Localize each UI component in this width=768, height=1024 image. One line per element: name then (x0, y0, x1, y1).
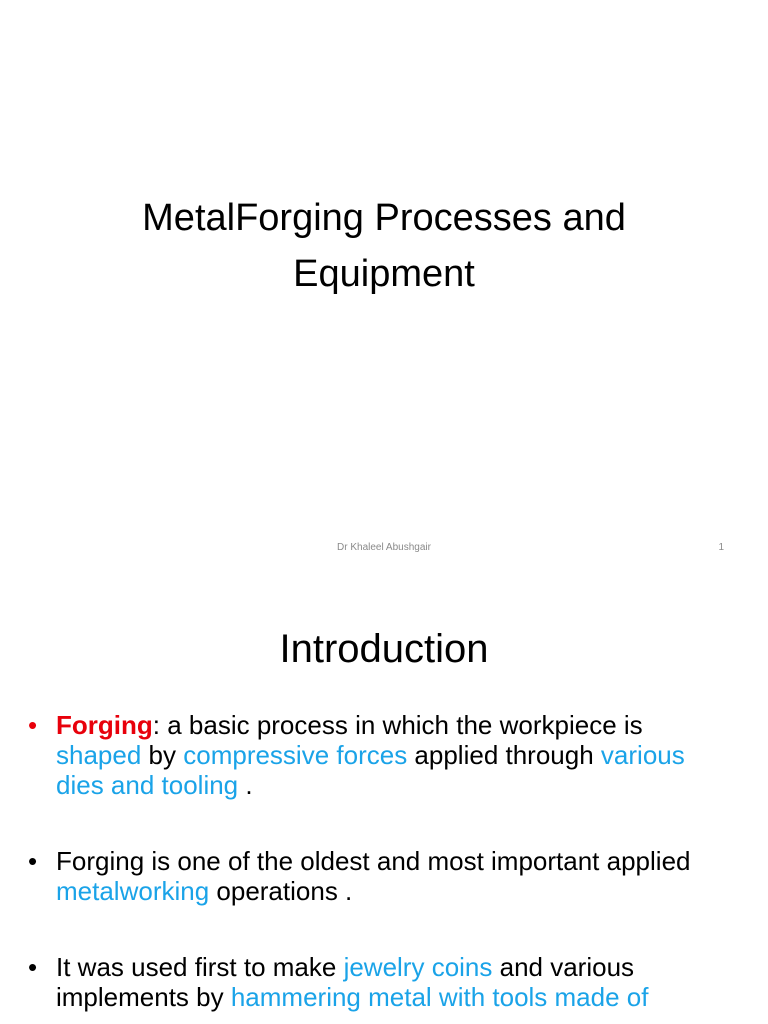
highlight-segment: compressive forces (183, 740, 408, 770)
footer-author: Dr Khaleel Abushgair (337, 542, 431, 553)
highlight-segment: hammering metal with tools made of (230, 982, 649, 1012)
bullet-item (28, 846, 728, 906)
bullet-dot-icon: • (28, 710, 38, 740)
bullet-text (56, 710, 685, 800)
text-segment: . (238, 770, 253, 800)
text-segment: applied through (407, 740, 601, 770)
highlight-segment: shaped (56, 740, 142, 770)
text-segment: It was used first to make (56, 952, 344, 982)
highlight-segment: jewelry coins (343, 952, 493, 982)
bullet-dot-icon: • (28, 846, 38, 876)
bullet-list (28, 710, 728, 1024)
bullet-text (56, 846, 691, 906)
slide-title-line-2: Equipment (293, 253, 475, 295)
term-forging: Forging (56, 710, 153, 740)
text-segment: operations . (209, 876, 353, 906)
slide-2 (0, 580, 768, 1024)
bullet-item (28, 710, 728, 800)
bullet-item (28, 952, 728, 1012)
footer-page-number: 1 (718, 542, 724, 553)
highlight-segment: metalworking (56, 876, 210, 906)
slide-title-line-1: MetalForging Processes and (142, 197, 626, 239)
slide-footer (0, 542, 768, 558)
text-segment: Forging is one of the oldest and most important applied (56, 846, 691, 876)
slide-title (60, 190, 708, 302)
highlight-segment: various dies and tooling (56, 740, 685, 800)
text-segment: : a basic process in which the workpiece is (152, 710, 643, 740)
text-segment: by (141, 740, 184, 770)
text-segment: and various implements by (56, 952, 635, 1012)
section-title: Introduction (279, 627, 489, 671)
bullet-text (56, 952, 648, 1012)
bullet-dot-icon: • (28, 952, 38, 982)
